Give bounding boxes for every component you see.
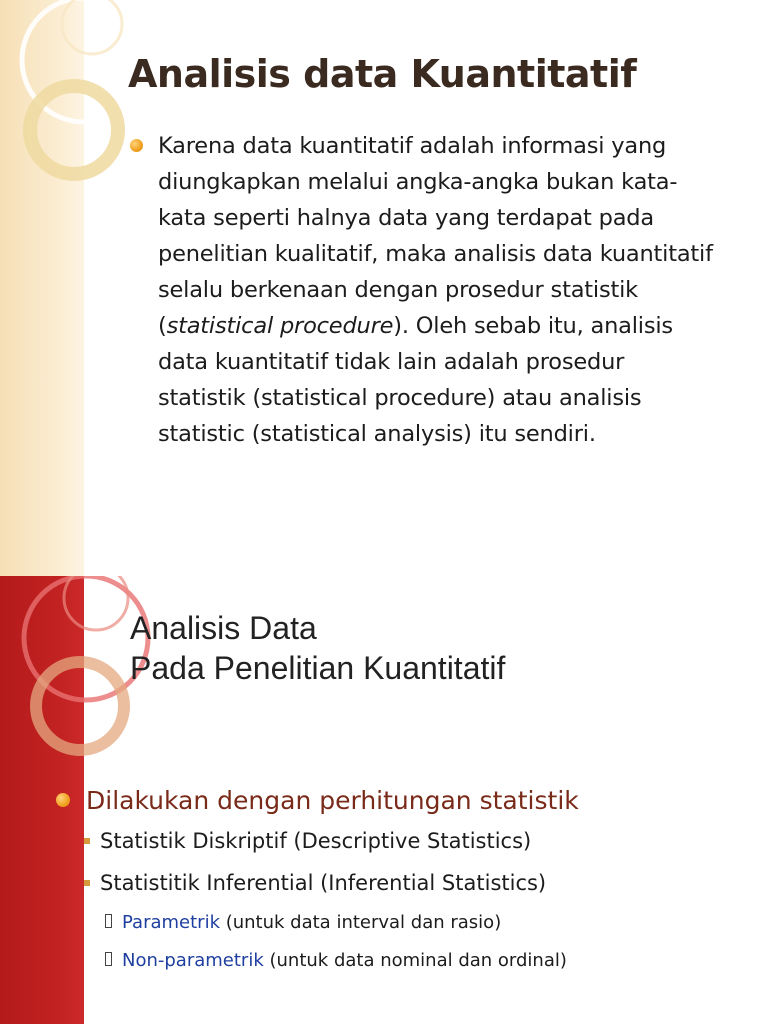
sub-item-text: Statistitik Inferential (Inferential Statistics) [100, 871, 547, 895]
list-item [50, 904, 760, 942]
box-bullet-icon [105, 914, 112, 928]
slide-1-body [128, 128, 752, 452]
text-line: kata seperti halnya data yang terdapat pada [158, 205, 654, 231]
text-paren: ( [158, 313, 167, 339]
square-bullet-icon [84, 880, 90, 886]
text-line: data kuantitatif tidak lain adalah prosedur [158, 349, 625, 375]
list-item [50, 942, 760, 980]
title-line: Analisis Data [130, 610, 317, 646]
text-line: selalu berkenaan dengan prosedur statistik [158, 277, 638, 303]
text-line [158, 308, 752, 344]
keyword-parametrik: Parametrik [122, 912, 220, 933]
slide-2-list [50, 782, 760, 980]
slide-2-title [130, 608, 505, 688]
orange-bullet-icon [56, 793, 70, 807]
text-line: statistik (statistical procedure) atau analisis [158, 385, 642, 411]
main-bullet-text: Dilakukan dengan perhitungan statistik [86, 786, 579, 815]
list-item-main [50, 782, 760, 820]
square-bullet-icon [84, 838, 90, 844]
box-bullet-icon [105, 952, 112, 966]
bullet-text [158, 128, 752, 452]
sub-item-text: Statistik Diskriptif (Descriptive Statistics) [100, 829, 532, 853]
slide-1-title: Analisis data Kuantitatif [128, 52, 637, 96]
italic-term: statistical procedure [166, 313, 394, 339]
list-item [50, 820, 760, 862]
text-line: statistic (statistical analysis) itu sendiri. [158, 421, 596, 447]
text-line: diungkapkan melalui angka-angka bukan kata- [158, 169, 678, 195]
bullet-paragraph [128, 128, 752, 452]
sub-sub-item-text: (untuk data nominal dan ordinal) [263, 950, 567, 971]
text-line: Karena data kuantitatif adalah informasi yang [158, 133, 667, 159]
sub-sub-item-text: (untuk data interval dan rasio) [220, 912, 502, 933]
keyword-non-parametrik: Non-parametrik [122, 950, 264, 971]
title-line: Pada Penelitian Kuantitatif [130, 650, 506, 686]
list-item [50, 862, 760, 904]
slide-2 [0, 576, 768, 1024]
text-line: penelitian kualitatif, maka analisis data kuantitatif [158, 241, 713, 267]
orange-bullet-icon [130, 139, 143, 152]
text-rest: ). Oleh sebab itu, analisis [393, 313, 673, 339]
